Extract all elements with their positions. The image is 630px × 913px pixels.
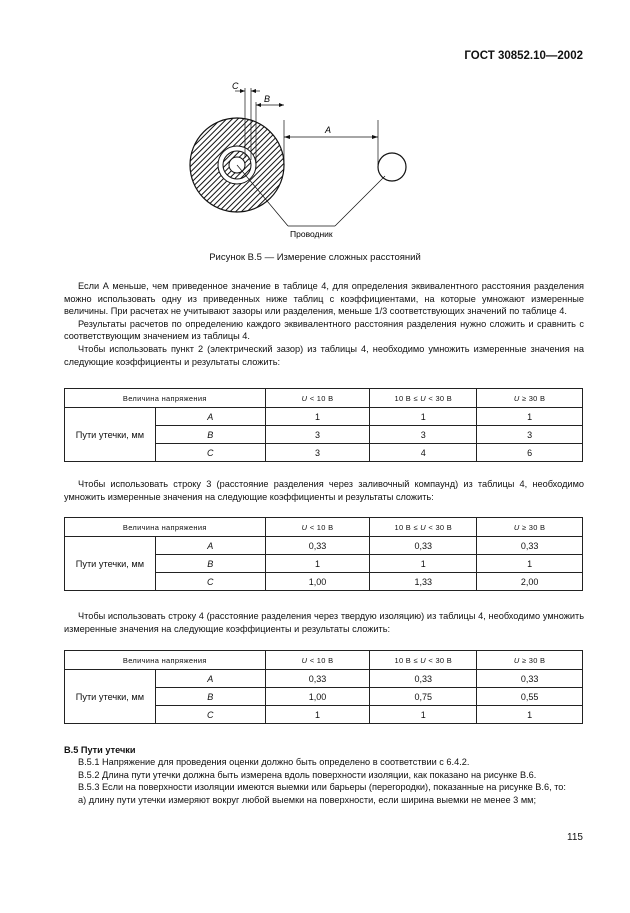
row-label: Пути утечки, мм [65, 408, 156, 462]
conductor-label: Проводник [290, 229, 333, 239]
second-conductor [378, 153, 406, 181]
table-row [65, 537, 583, 555]
table-cell: 6 [477, 444, 583, 462]
table-cell: 0,33 [370, 537, 477, 555]
table-cell: 0,33 [370, 670, 477, 688]
table-cell: 3 [265, 426, 370, 444]
header-cell: Величина напряжения [65, 651, 266, 670]
paragraph: Чтобы использовать пункт 2 (электрический зазор) из таблицы 4, необходимо умножить измеренные значения на следующие коэффициенты и результаты сложить: [64, 343, 584, 367]
header-cell: 10 В ≤ U < 30 В [370, 651, 477, 670]
text-before-table-3 [64, 610, 584, 635]
table-cell: 1 [477, 555, 583, 573]
intro-text [64, 280, 584, 368]
table-cell: 1 [370, 408, 477, 426]
header-cell: U ≥ 30 В [477, 651, 583, 670]
table-row [65, 408, 583, 426]
paragraph: В.5.3 Если на поверхности изоляции имеются выемки или барьеры (перегородки), показанные на рисунке В.6, то: [78, 782, 566, 793]
paragraph: Результаты расчетов по определению каждого эквивалентного расстояния разделения нужно сложить и сравнить с соответствующим значением из таблицы 4. [64, 318, 584, 342]
paragraph: Чтобы использовать строку 3 (расстояние разделения через заливочный компаунд) из таблицы 4, необходимо умножить измеренные значения на следующие коэффициенты и результаты сложить: [64, 479, 584, 502]
table-cell: 1,00 [265, 573, 370, 591]
text-before-table-2 [64, 478, 584, 503]
header-cell: 10 В ≤ U < 30 В [370, 518, 477, 537]
header-cell: U < 10 В [265, 518, 370, 537]
table-cell: 0,33 [265, 670, 370, 688]
header-cell: U ≥ 30 В [477, 518, 583, 537]
header-cell: 10 В ≤ U < 30 В [370, 389, 477, 408]
table-cell: 1 [265, 408, 370, 426]
row-key: B [155, 688, 265, 706]
header-cell: U ≥ 30 В [477, 389, 583, 408]
paragraph: В.5.2 Длина пути утечки должна быть измерена вдоль поверхности изоляции, как показано на рисунке В.6. [78, 769, 537, 780]
table-cell: 3 [370, 426, 477, 444]
paragraph: Если А меньше, чем приведенное значение в таблице 4, для определения эквивалентного расстояния разделения можно использовать одну из приведенных ниже таблиц с коэффициентами, на которые умножают измеренные величины. При расчетах не учитывают зазоры или разделения, меньше 1/3 соответствующих значений по таблице 4. [64, 281, 584, 317]
table-cell: 4 [370, 444, 477, 462]
row-key: A [155, 408, 265, 426]
label-c: C [232, 81, 239, 91]
paragraph: а) длину пути утечки измеряют вокруг любой выемки на поверхности, если ширина выемки не менее 3 мм; [78, 794, 537, 805]
row-key: B [155, 426, 265, 444]
table-row [65, 670, 583, 688]
label-b: B [264, 94, 271, 104]
header-cell: Величина напряжения [65, 518, 266, 537]
table-header-row [65, 651, 583, 670]
header-cell: Величина напряжения [65, 389, 266, 408]
row-key: A [155, 537, 265, 555]
table-header-row [65, 518, 583, 537]
table-header-row [65, 389, 583, 408]
table-cell: 0,55 [477, 688, 583, 706]
label-a: A [325, 125, 332, 135]
section-title: В.5 Пути утечки [64, 745, 136, 755]
table-cell: 3 [477, 426, 583, 444]
coefficient-table-3 [64, 650, 583, 724]
table-cell: 1 [477, 408, 583, 426]
table-cell: 0,33 [477, 670, 583, 688]
figure-b5-diagram [180, 80, 430, 245]
table-cell: 1 [477, 706, 583, 724]
row-key: C [155, 444, 265, 462]
table-cell: 1 [265, 555, 370, 573]
paragraph: В.5.1 Напряжение для проведения оценки должно быть определено в соответствии с 6.4.2. [78, 757, 470, 768]
table-cell: 1,33 [370, 573, 477, 591]
table-cell: 3 [265, 444, 370, 462]
table-cell: 1 [370, 555, 477, 573]
figure-caption: Рисунок В.5 — Измерение сложных расстояний [209, 252, 421, 263]
document-header: ГОСТ 30852.10—2002 [464, 50, 583, 62]
row-key: B [155, 555, 265, 573]
row-key: A [155, 670, 265, 688]
row-key: C [155, 706, 265, 724]
table-cell: 0,33 [477, 537, 583, 555]
table-cell: 2,00 [477, 573, 583, 591]
header-cell: U < 10 В [265, 651, 370, 670]
table-cell: 0,33 [265, 537, 370, 555]
section-b5 [64, 744, 584, 806]
coefficient-table-2 [64, 517, 583, 591]
table-cell: 1,00 [265, 688, 370, 706]
row-label: Пути утечки, мм [65, 537, 156, 591]
table-cell: 1 [265, 706, 370, 724]
table-cell: 0,75 [370, 688, 477, 706]
row-label: Пути утечки, мм [65, 670, 156, 724]
paragraph: Чтобы использовать строку 4 (расстояние разделения через твердую изоляцию) из таблицы 4, необходимо умножить измеренные значения на следующие коэффициенты и результаты сложить: [64, 611, 584, 634]
coefficient-table-1 [64, 388, 583, 462]
page-number: 115 [567, 832, 583, 843]
row-key: C [155, 573, 265, 591]
table-cell: 1 [370, 706, 477, 724]
header-cell: U < 10 В [265, 389, 370, 408]
